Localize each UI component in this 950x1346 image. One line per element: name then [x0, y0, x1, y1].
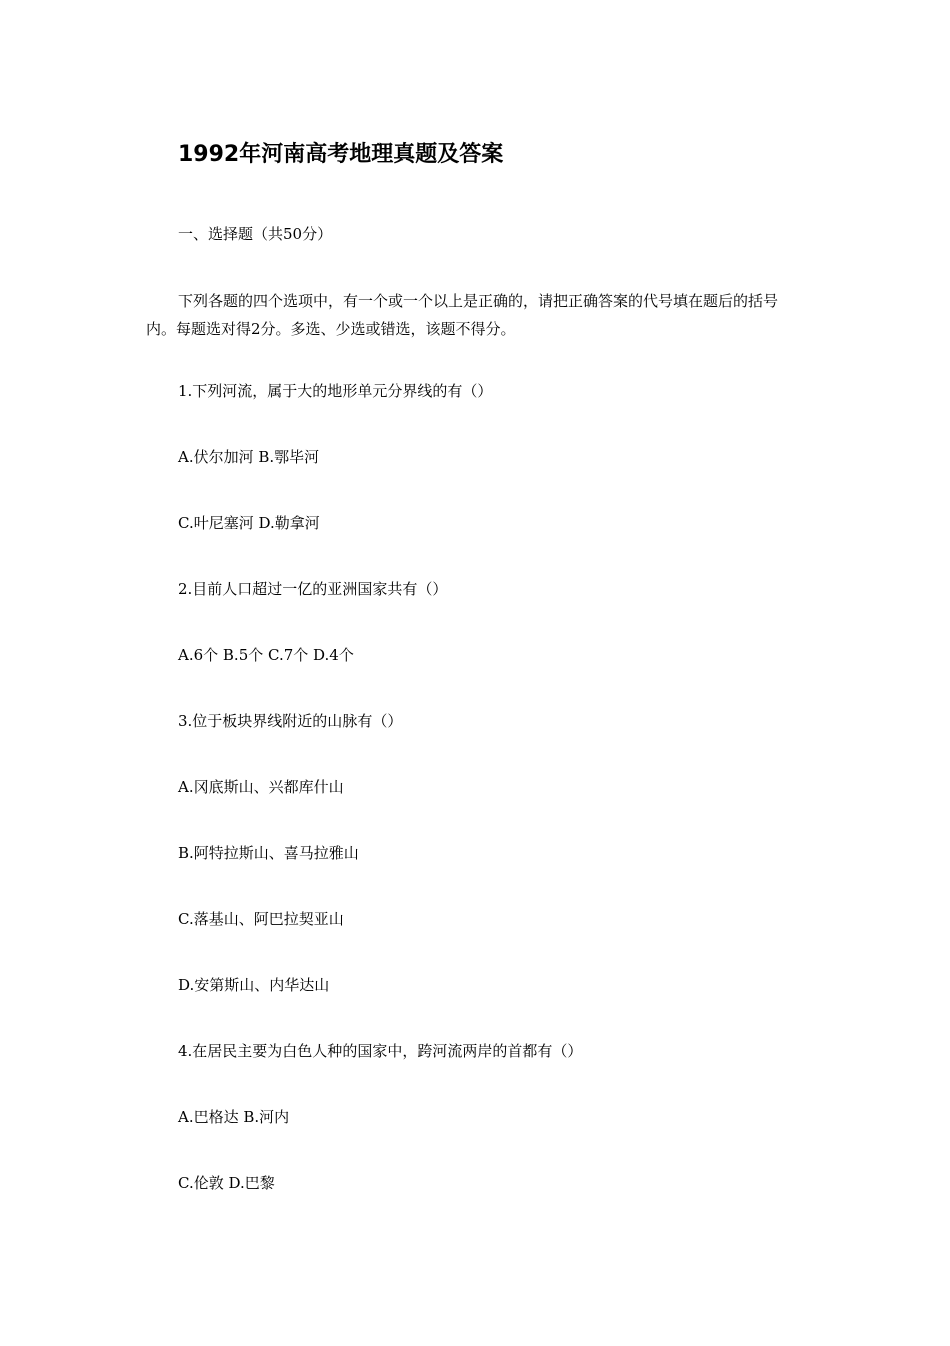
question-2-options: A.6个 B.5个 C.7个 D.4个 — [178, 646, 354, 664]
question-3-option-b: B.阿特拉斯山、喜马拉雅山 — [178, 844, 359, 862]
question-3-option-d: D.安第斯山、内华达山 — [178, 976, 330, 994]
section-heading: 一、选择题（共50分） — [178, 225, 333, 243]
question-4: 4.在居民主要为白色人种的国家中，跨河流两岸的首都有（） — [178, 1042, 583, 1060]
question-1: 1.下列河流，属于大的地形单元分界线的有（） — [178, 382, 493, 400]
question-2: 2.目前人口超过一亿的亚洲国家共有（） — [178, 580, 448, 598]
question-3: 3.位于板块界线附近的山脉有（） — [178, 712, 403, 730]
question-3-option-c: C.落基山、阿巴拉契亚山 — [178, 910, 344, 928]
question-4-options-ab: A.巴格达 B.河内 — [178, 1108, 290, 1126]
question-1-options-cd: C.叶尼塞河 D.勒拿河 — [178, 514, 320, 532]
document-title: 1992年河南高考地理真题及答案 — [178, 142, 504, 167]
question-1-options-ab: A.伏尔加河 B.鄂毕河 — [178, 448, 320, 466]
question-4-options-cd: C.伦敦 D.巴黎 — [178, 1174, 275, 1192]
instructions-paragraph: 下列各题的四个选项中，有一个或一个以上是正确的，请把正确答案的代号填在题后的括号内。每题选对得2分。多选、少选或错选，该题不得分。 — [146, 292, 779, 338]
question-3-option-a: A.冈底斯山、兴都库什山 — [178, 778, 344, 796]
